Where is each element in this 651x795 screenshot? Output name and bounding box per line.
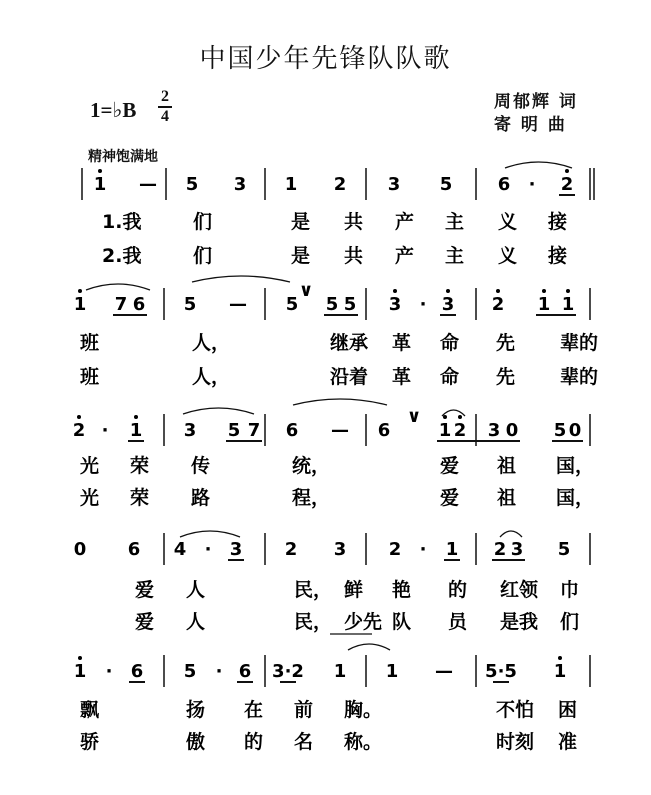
lyric: 扬 [186,699,206,721]
note: 7 [114,294,128,315]
lyric: 义 [498,211,518,233]
lyric: 荣 [130,487,150,509]
lyric: 主 [445,245,465,267]
note: 1 [73,294,87,315]
lyric: 人， [192,332,231,354]
lyric: 人， [192,366,231,388]
tie-slur [500,531,522,537]
note: · [419,294,427,315]
lyric: 革 [392,366,412,388]
note: · [105,661,113,682]
lyric: 少先 [344,611,383,633]
note: 2 [453,420,467,441]
note: 2 [493,539,507,560]
note: 5 [227,420,241,441]
lyric: 爱 [440,455,460,477]
lyric: 产 [395,245,415,267]
lyric: 飘 [80,699,100,721]
lyric: 骄 [80,731,100,753]
lyric: 是我 [500,611,539,633]
lyric: 傲 [186,731,206,753]
lyric: 民， [294,579,333,601]
note: 3·2 [272,661,304,682]
lyric: 祖 [497,487,517,509]
note: 0 [73,539,87,560]
lyric: 时刻 [496,731,535,753]
note: ∨ [298,280,314,301]
tie-slur [86,284,150,290]
lyric: 们 [193,245,213,267]
note: 5·5 [485,661,517,682]
note: 1 [445,539,459,560]
lyric: 主 [445,211,465,233]
note: 5 [285,294,299,315]
lyric: 爱 [135,579,155,601]
tie-slur [192,276,290,282]
lyric: 民， [294,611,333,633]
lyric: 名 [294,731,314,753]
note: 1 [93,174,107,195]
tie-slur [505,162,572,168]
note: 1 [129,420,143,441]
note: 6 [127,539,141,560]
octave-dot [458,415,462,419]
time-bottom: 4 [161,108,169,125]
lyric: 人 [186,579,206,601]
octave-dot [496,289,500,293]
lyric: 巾 [560,579,580,601]
lyric: 鲜 [344,579,364,601]
lyric: 爱 [440,487,460,509]
lyric: 前 [294,699,314,721]
note: 2 [284,539,298,560]
note: 1 [438,420,452,441]
lyric: 是 [291,211,311,233]
tempo-marking: 精神饱满地 [88,149,158,165]
note: 5 [325,294,339,315]
lyric: 祖 [497,455,517,477]
lyric: 革 [392,332,412,354]
lyric: 国， [556,455,595,477]
note: 6 [130,661,144,682]
note: 1 [553,661,567,682]
note: · [101,420,109,441]
lyric: 艳 [392,579,412,601]
note: 1 [561,294,575,315]
note: 2 [333,174,347,195]
lyric: 2.我 [102,245,142,267]
lyric: 员 [448,611,468,633]
octave-dot [565,169,569,173]
lyric: 命 [440,366,460,388]
note: 5 [183,294,197,315]
lyric: 队 [392,611,412,633]
lyric: 在 [244,699,264,721]
note: ∨ [406,406,422,427]
lyric: 们 [193,211,213,233]
lyric: 人 [186,611,206,633]
note: 3 [333,539,347,560]
tie-slur [180,531,240,537]
lyric: 荣 [130,455,150,477]
note: 1 [385,661,399,682]
note: 3 [229,539,243,560]
lyricist-credit: 周郁辉 词 [494,92,578,112]
note: 1 [333,661,347,682]
lyric: 接 [548,245,568,267]
lyric: 称。 [344,731,383,753]
octave-dot [443,415,447,419]
lyric: 共 [344,211,364,233]
tie-slur [183,408,254,414]
note: 5 [183,661,197,682]
note: 5 [553,420,567,441]
lyric: 是 [291,245,311,267]
lyric: 国， [556,487,595,509]
note: 6 [497,174,511,195]
octave-dot [446,289,450,293]
note: 6 [238,661,252,682]
lyric: 共 [344,245,364,267]
lyric: 传 [191,455,211,477]
lyric: 准 [558,731,578,753]
note: 1 [73,661,87,682]
lyric: 命 [440,332,460,354]
octave-dot [77,415,81,419]
note: · [215,661,223,682]
note: 6 [377,420,391,441]
note: — [139,174,157,195]
note: 3 [487,420,501,441]
lyric: 程， [292,487,331,509]
note: 3 [388,294,402,315]
note: 5 [343,294,357,315]
lyric: 先 [496,332,516,354]
note: — [435,661,453,682]
note: 6 [285,420,299,441]
octave-dot [393,289,397,293]
lyric: 统， [292,455,331,477]
note: 2 [72,420,86,441]
lyric: 不怕 [496,699,535,721]
note: — [331,420,349,441]
note: 3 [183,420,197,441]
octave-dot [134,415,138,419]
note: 2 [491,294,505,315]
octave-dot [98,169,102,173]
lyric: 班 [80,332,100,354]
note: 2 [560,174,574,195]
lyric: 红领 [500,579,539,601]
tie-slur [293,399,387,405]
octave-dot [78,289,82,293]
note: 5 [185,174,199,195]
song-title: 中国少年先锋队队歌 [199,44,452,74]
note: · [204,539,212,560]
lyric: 爱 [135,611,155,633]
lyric: 先 [496,366,516,388]
lyric: 产 [395,211,415,233]
note: 3 [387,174,401,195]
tie-slur [348,644,390,650]
lyric: 1.我 [102,211,142,233]
note: 6 [132,294,146,315]
note: 3 [441,294,455,315]
note: · [419,539,427,560]
lyric: 辈的 [560,332,599,354]
lyric: 辈的 [560,366,599,388]
lyric: 路 [191,487,211,509]
lyric: 胸。 [344,699,383,721]
note: 5 [439,174,453,195]
lyric: 的 [244,731,264,753]
lyric: 困 [558,699,578,721]
note: 1 [537,294,551,315]
note: 3 [510,539,524,560]
note: 0 [568,420,582,441]
note: 0 [505,420,519,441]
lyric: 继承 [330,332,369,354]
octave-dot [566,289,570,293]
lyric: 光 [80,455,100,477]
note: 2 [388,539,402,560]
note: 7 [247,420,261,441]
note: 5 [557,539,571,560]
lyric: 的 [448,579,468,601]
note: 4 [173,539,187,560]
octave-dot [542,289,546,293]
lyric: 义 [498,245,518,267]
note: 3 [233,174,247,195]
composer-credit: 寄 明 曲 [494,115,567,135]
lyric: 沿着 [330,366,369,388]
time-top: 2 [161,88,169,105]
lyric: 接 [548,211,568,233]
lyric: 光 [80,487,100,509]
note: — [229,294,247,315]
note: · [528,174,536,195]
lyric: 班 [80,366,100,388]
key-signature: 1=♭B [90,98,137,122]
octave-dot [78,656,82,660]
lyric: 们 [560,611,580,633]
octave-dot [558,656,562,660]
note: 1 [284,174,298,195]
